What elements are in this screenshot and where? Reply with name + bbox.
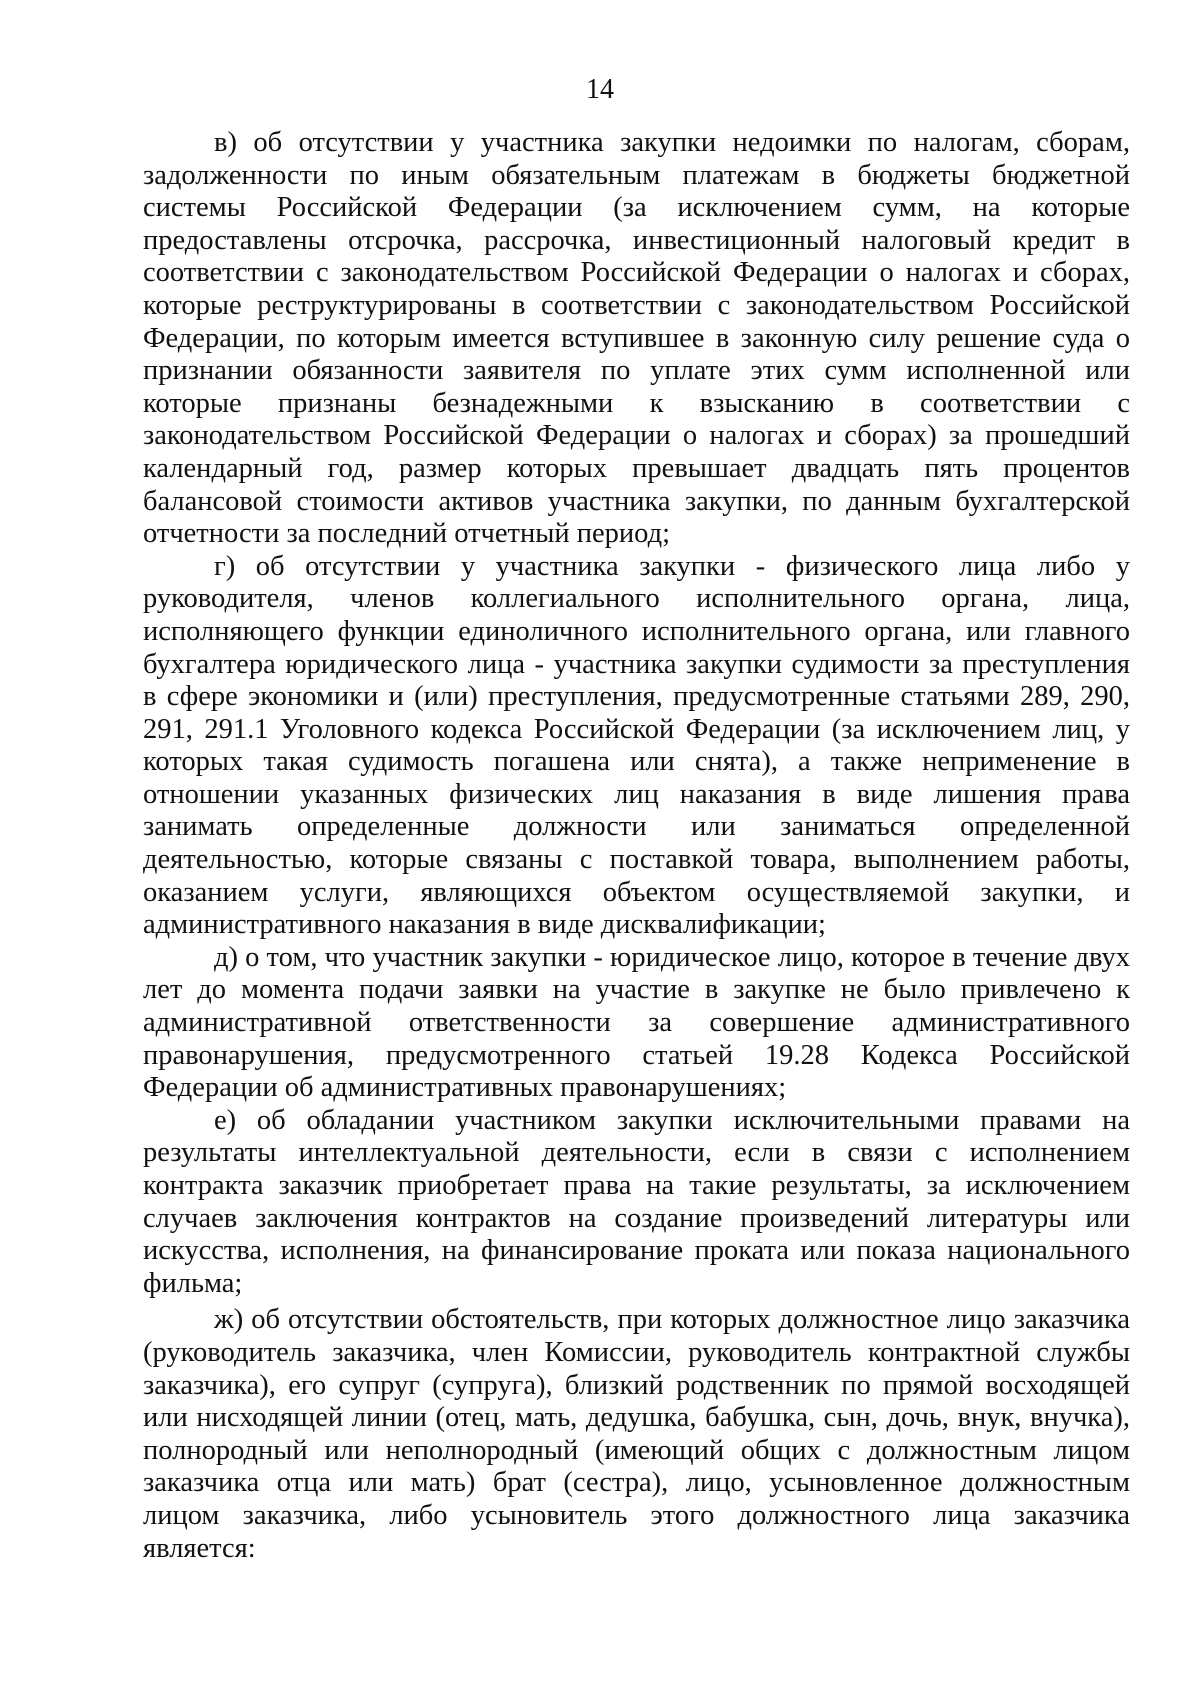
paragraph-e: е) об обладании участником закупки исключительными правами на результаты интеллектуальной деятельности, если в связи с исполнением контракта заказчик приобретает права на такие результаты, за исключением случаев заключения контрактов на создание произведений литературы или искусства, исполнения, на финансирование проката или показа национального фильма; <box>143 1104 1130 1299</box>
paragraph-zh: ж) об отсутствии обстоятельств, при которых должностное лицо заказчика (руководитель заказчика, член Комиссии, руководитель контрактной службы заказчика), его супруг (супруга), близкий родственник по прямой восходящей или нисходящей линии (отец, мать, дедушка, бабушка, сын, дочь, внук, внучка), полнородный или неполнородный (имеющий общих с должностным лицом заказчика отца или мать) брат (сестра), лицо, усыновленное должностным лицом заказчика, либо усыновитель этого должностного лица заказчика является: <box>143 1304 1130 1564</box>
paragraph-d: д) о том, что участник закупки - юридическое лицо, которое в течение двух лет до момента подачи заявки на участие в закупке не было привлечено к административной ответственности за совершение административного правонарушения, предусмотренного статьей 19.28 Кодекса Российской Федерации об административных правонарушениях; <box>143 941 1130 1104</box>
paragraph-g: г) об отсутствии у участника закупки - физического лица либо у руководителя, членов коллегиального исполнительного органа, лица, исполняющего функции единоличного исполнительного органа, или главного бухгалтера юридического лица - участника закупки судимости за преступления в сфере экономики и (или) преступления, предусмотренные статьями 289, 290, 291, 291.1 Уголовного кодекса Российской Федерации (за исключением лиц, у которых такая судимость погашена или снята), а также неприменение в отношении указанных физических лиц наказания в виде лишения права занимать определенные должности или заниматься определенной деятельностью, которые связаны с поставкой товара, выполнением работы, оказанием услуги, являющихся объектом осуществляемой закупки, и административного наказания в виде дисквалификации; <box>143 550 1130 941</box>
document-body <box>143 127 1130 1565</box>
paragraph-v: в) об отсутствии у участника закупки недоимки по налогам, сборам, задолженности по иным обязательным платежам в бюджеты бюджетной системы Российской Федерации (за исключением сумм, на которые предоставлены отсрочка, рассрочка, инвестиционный налоговый кредит в соответствии с законодательством Российской Федерации о налогах и сборах, которые реструктурированы в соответствии с законодательством Российской Федерации, по которым имеется вступившее в законную силу решение суда о признании обязанности заявителя по уплате этих сумм исполненной или которые признаны безнадежными к взысканию в соответствии с законодательством Российской Федерации о налогах и сборах) за прошедший календарный год, размер которых превышает двадцать пять процентов балансовой стоимости активов участника закупки, по данным бухгалтерской отчетности за последний отчетный период; <box>143 127 1130 550</box>
page-number: 14 <box>586 74 614 105</box>
